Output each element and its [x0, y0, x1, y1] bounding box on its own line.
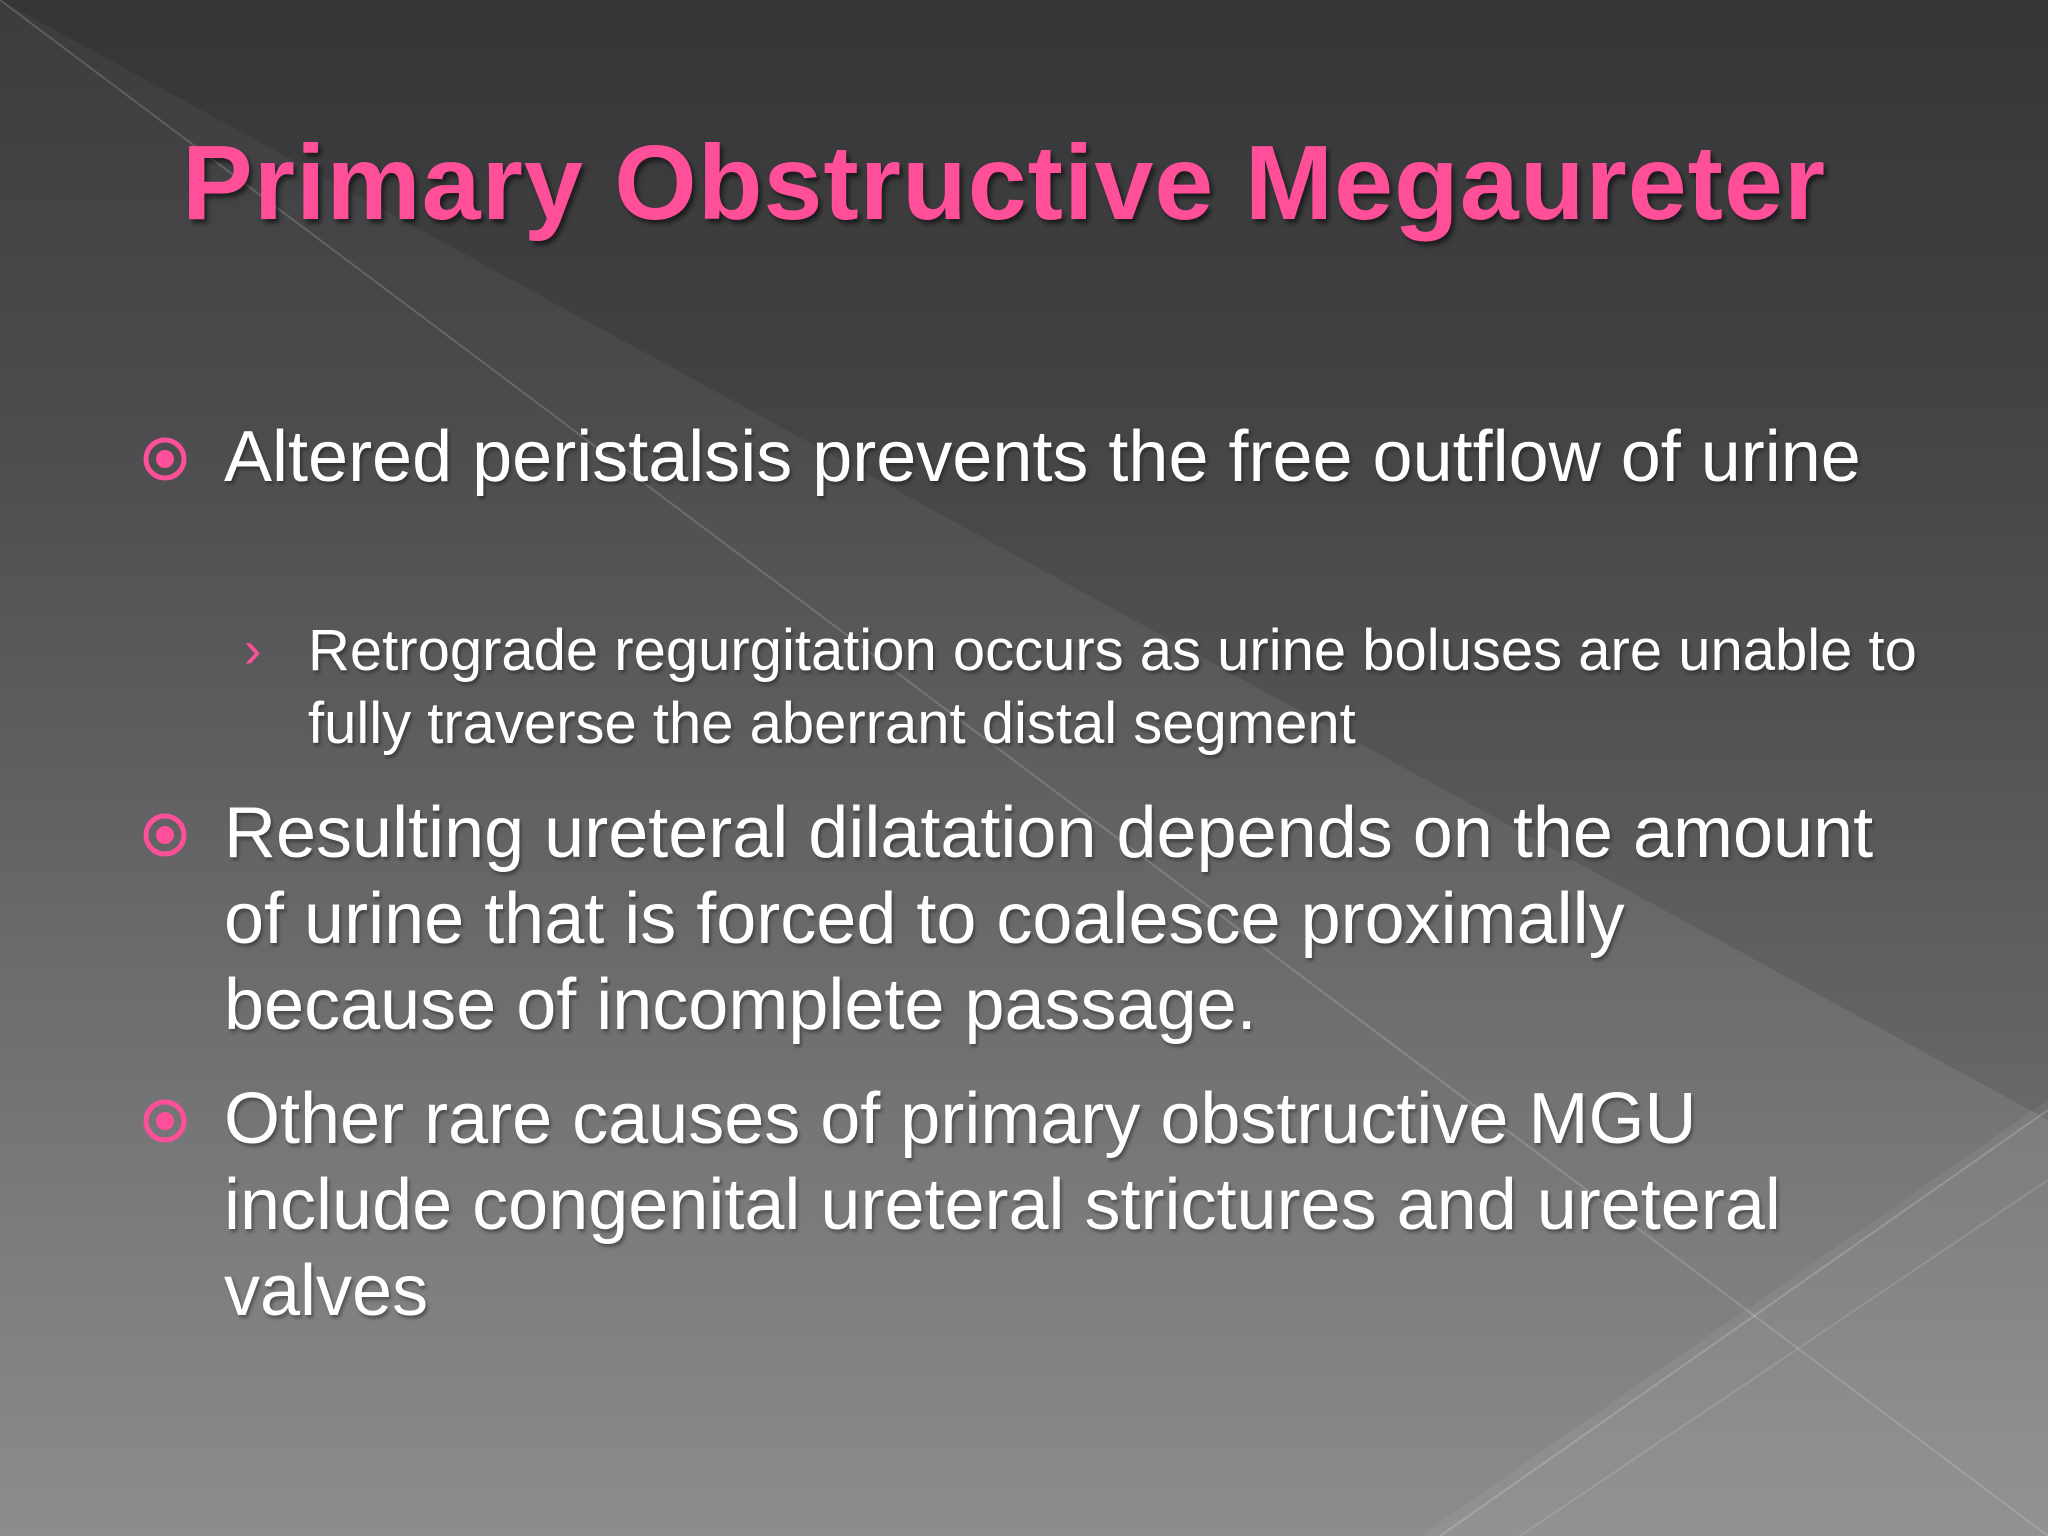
bullet-other-rare-causes: Other rare causes of primary obstructive MGU include congenital ureteral strictures and ureteral valves — [224, 1079, 1781, 1331]
target-circle-icon — [142, 812, 188, 858]
sub-bullet-retrograde-regurgitation: Retrograde regurgitation occurs as urine boluses are unable to fully traverse the aberrant distal segment — [308, 618, 1917, 756]
target-circle-icon — [142, 1098, 188, 1144]
chevron-right-icon: › — [244, 621, 262, 679]
bullet-ureteral-dilatation: Resulting ureteral dilatation depends on the amount of urine that is forced to coalesce proximally because of incomplete passage. — [224, 793, 1874, 1045]
target-circle-icon — [142, 436, 188, 482]
bullet-altered-peristalsis: Altered peristalsis prevents the free outflow of urine — [224, 417, 1861, 497]
slide-title: Primary Obstructive Megaureter — [182, 124, 1827, 242]
